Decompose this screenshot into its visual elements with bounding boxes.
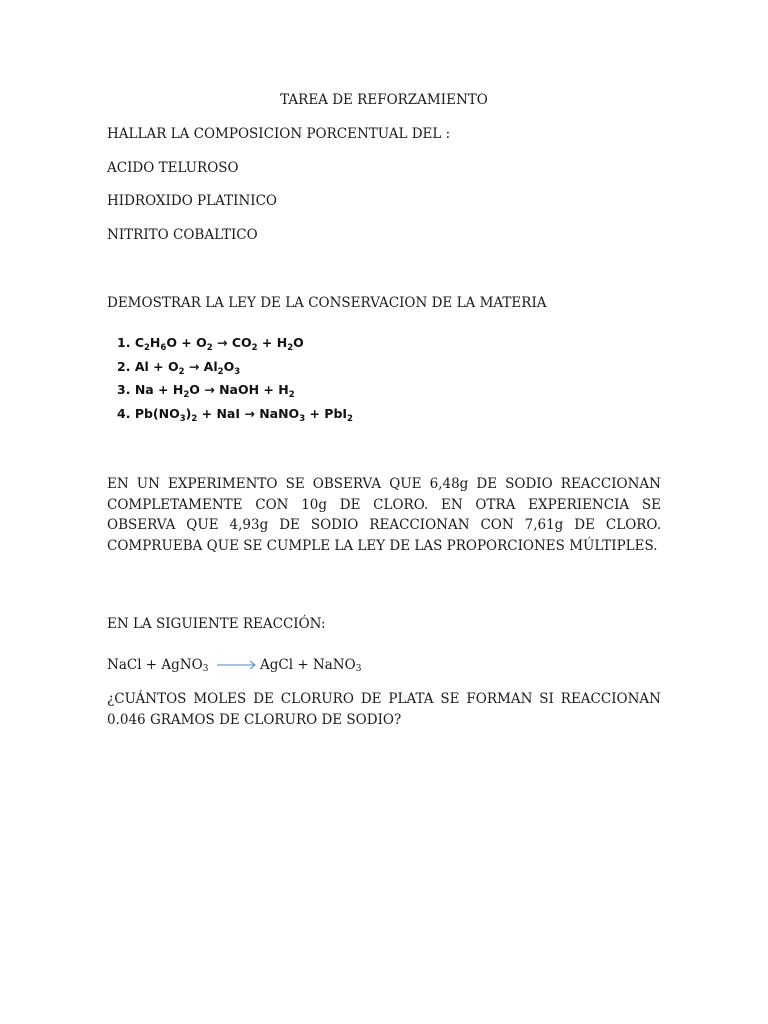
reaction-products: AgCl + NaNO$_3$ (260, 657, 362, 674)
section1-heading: HALLAR LA COMPOSICION PORCENTUAL DEL : (107, 126, 451, 142)
experiment-paragraph: EN UN EXPERIMENTO SE OBSERVA QUE 6,48g DE SODIO REACCIONAN COMPLETAMENTE CON 10g DE CLORO. EN OTRA EXPERIENCIA SE OBSERVA QUE 4,93g DE SODIO REACCIONAN CON 7,61g DE CLORO. COMPRUEBA QUE SE CUMPLE LA LEY DE LAS PROPORCIONES MÚLTIPLES. (107, 476, 661, 555)
equation-item: 2. $Al + O_2 \to Al_2O_3$ (117, 358, 241, 377)
equation-item: 3. $Na + H_2O$ → NaOH + $H_2$ (117, 382, 295, 401)
equation-item: 1. $C_2H_6O + O_2 \to CO_2 + H_2O$ (117, 335, 304, 353)
compound-item: NITRITO COBALTICO (107, 227, 258, 243)
page-title: TAREA DE REFORZAMIENTO (280, 92, 488, 108)
reaction-equation (107, 657, 661, 675)
equation-list (117, 331, 353, 426)
question-paragraph: ¿CUÁNTOS MOLES DE CLORURO DE PLATA SE FORMAN SI REACCIONAN 0.046 GRAMOS DE CLORURO DE SODIO? (107, 691, 661, 728)
reaction-arrow-icon (217, 659, 257, 671)
compound-item: HIDROXIDO PLATINICO (107, 193, 277, 209)
document-page (107, 0, 661, 1024)
section4-heading: EN LA SIGUIENTE REACCIÓN: (107, 616, 326, 632)
section2-heading: DEMOSTRAR LA LEY DE LA CONSERVACION DE LA MATERIA (107, 295, 547, 311)
reaction-reactants: NaCl + AgNO$_3$ (107, 657, 209, 674)
compound-item: ACIDO TELUROSO (107, 160, 239, 176)
equation-item: 4. $Pb(NO_3)_2$ + NaI → NaNO$_3$ + PbI$_2$ (117, 406, 353, 425)
